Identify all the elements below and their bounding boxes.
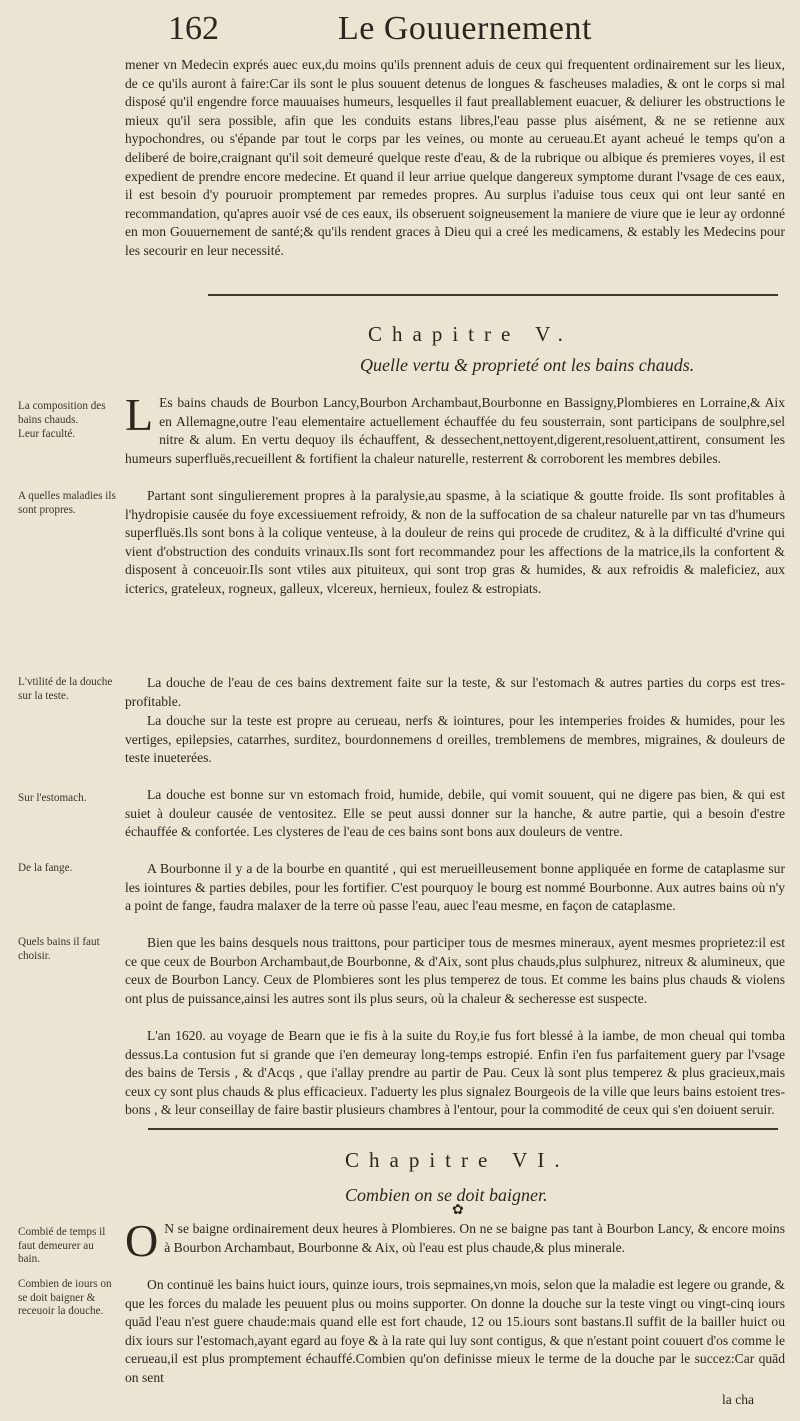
ch5-paragraph-1-text: Es bains chauds de Bourbon Lancy,Bourbon Archambaut,Bourbonne en Bassigny,Plombieres en Lorraine,& Aix en Allemagne,outre l'eau elementaire actuellement échauffée du feu sousterrain, sont participans de soulphre,sel nitre & alum. En vertu dequoy ils échauffent, & dessechent,nettoyent,digerent,resoluent,attirent, consument les humeurs superfluës,recueillent & fortifient la chaleur naturelle, resterrent & corroborent les membres debiles. (125, 395, 785, 466)
ch6-paragraph-1-text: N se baigne ordinairement deux heures à Plombieres. On ne se baigne pas tant à Bourbon Lancy, & encore moins à Bourbon Archambaut, Bourbonne & Aix, où l'eau est plus chaude,& plus minerale. (164, 1221, 785, 1255)
ch5-paragraph-4: La douche sur la teste est propre au cerueau, nerfs & iointures, pour les intemperies froides & humides, pour les vertiges, epilepsies, catarrhes, surditez, bourdonnemens d oreilles, tremblemens de membres, migraines, & douleurs de teste inueterées. (125, 713, 785, 766)
margin-note: Sur l'estomach. (18, 792, 87, 804)
running-title: Le Gouuernement (338, 10, 592, 47)
ornament-icon: ✿ (452, 1203, 464, 1218)
ch6-paragraph-2: On continuë les bains huict iours, quinze iours, trois sepmaines,vn mois, selon que la maladie est legere ou grande, & que les forces du malade les peuuent plus ou moins supporter. On donne la douche sur la teste vingt ou vingt-cinq iours quād l'eau n'est guere chaude:mais quand elle est fort chaude, 12 ou 15.iours sont bastans.Il suffit de la bailler huict ou dix iours sur l'estomach,ayant egard au foye & à la rate qui luy sont contigus, & que n'estant point couuert d'os comme le cerueau,il est plus promptement échauffé.Combien qu'on definisse mieux le terme de la douche par le succez:Car quād on sent (125, 1277, 786, 1385)
catchword: la cha (722, 1392, 755, 1407)
section-rule (208, 294, 778, 296)
ch5-paragraph-2: Partant sont singulierement propres à la paralysie,au spasme, à la sciatique & goutte froide. Ils sont profitables à l'hydropisie causée du foye excessiuement refroidy, & non de la suffocation de sa chaleur naturelle par vn tas d'humeurs superfluës.Ils sont bons à la colique venteuse, à la douleur de reins qui procede de cruditez, & à la difficulté d'vrine qui vient d'obstruction des conduits vrinaux.Ils sont fort recommandez pour les affections de la matrice,ils la confortent & disposent à conceuoir.Ils sont vtiles aux pituiteux, qui sont trop gras & humides, & aux refroidis & maleficiez, aux icterics, grateleux, rogneux, galleux, vlcereux, hernieux, foulez & estropiats. (125, 488, 785, 596)
page-header (0, 6, 800, 52)
ch6-drop-cap: O (125, 1215, 159, 1266)
margin-note: L'vtilité de la douche sur la teste. (18, 676, 113, 702)
chapter-5-heading: Chapitre V. (368, 322, 573, 346)
ch5-paragraph-5: La douche est bonne sur vn estomach froid, humide, debile, qui vomit souuent, qui ne digere pas bien, & qui est suiet à douleur causée de ventositez. Elle se peut aussi donner sur la hanche, & autre partie, qui a besoin d'estre échauffée & confortée. Les clysteres de l'eau de ces bains sont bons aux douleurs de ventre. (125, 787, 785, 840)
ch5-paragraph-1 (125, 389, 785, 468)
ch6-paragraph-1 (125, 1215, 785, 1266)
page-number: 162 (168, 10, 219, 47)
intro-paragraph: mener vn Medecin exprés auec eux,du moins qu'ils prennent aduis de ceux qui frequentent ordinairement sur les lieux, de ce qu'ils auront à faire:Car ils sont le plus souuent detenus de longues & fascheuses maladies, & ont le corps si mal disposé qu'il engendre force mauuaises humeurs, lesquelles il faut preallablement euacuer, & deliurer les obstructions le mieux qu'il sera possible, afin que les conduits estans libres,l'eau passe plus aisément, & ne se retienne aux hypochondres, ou s'épande par tout le corps par les veines, ou monte au cerueau.Et ayant acheué le temps qu'on a deliberé de boire,craignant qu'il soit demeuré quelque reste d'eau, & de la rubrique ou albique és premieres voyes, il est expedient de prendre encore medecine. Et quand il leur arriue quelque dangereux symptome durant l'vsage de ces eaux, il est besoin d'y pouruoir promptement par remedes propres. Au surplus i'aduise tous ceux qui ont leur santé en recommandation, qu'apres auoir vsé de ces eaux, ils obseruent soigneusement la maniere de viure que ie leur ay ordonné en mon Gouuernement de santé;& qu'ils rendent graces à Dieu qui a creé les medicamens, & estably les Medecins pour les secourir en leur necessité. (125, 57, 785, 258)
margin-note: La composition des bains chauds. (18, 400, 106, 426)
section-rule (148, 1128, 778, 1130)
ch5-paragraph-8: L'an 1620. au voyage de Bearn que ie fis à la suite du Roy,ie fus fort blessé à la iambe, de mon cheual qui tomba dessus.La contusion fut si grande que i'en demeuray long-temps estropié. Enfin i'en fus parfaitement guery par l'vsage des bains de Tersis , & d'Acqs , que i'allay prendre au partir de Pau. Ceux là sont plus temperez & plus gracieux,mais ceux cy sont plus chauds & plus efficacieux. I'aduerty les plus signalez Bourgeois de la ville que leurs bains estoient tres-bons , & leur conseillay de faire bastir plusieurs chambres à l'entour, pour la commodité de ceux qui s'en doiuent seruir. (125, 1028, 785, 1118)
margin-note: Leur faculté. (18, 428, 76, 440)
ch5-drop-cap: L (125, 389, 154, 440)
ch5-paragraph-7: Bien que les bains desquels nous traittons, pour participer tous de mesmes mineraux, ayent mesmes proprietez:il est ce que ceux de Bourbon Archambaut,de Bourbonne, & d'Aix, sont plus chauds,plus sulphurez, nitreux & alumineux, que ceux de Bourbon Lancy. Ceux de Plombieres sont les plus temperez de tous. Et comme les bains plus chauds & violens ont plus de puissance,ainsi les autres sont ils plus seurs, où la chaleur & secheresse est suspecte. (125, 935, 785, 1006)
margin-note: Combien de iours on se doit baigner & receuoir la douche. (18, 1278, 112, 1317)
ch5-paragraph-3: La douche de l'eau de ces bains dextrement faite sur la teste, & sur l'estomach & autres parties du corps est tres-profitable. (125, 675, 785, 709)
margin-note: Quels bains il faut choisir. (18, 936, 100, 962)
chapter-6-heading: Chapitre VI. (345, 1148, 570, 1172)
margin-note: Combié de temps il faut demeurer au bain. (18, 1226, 106, 1265)
margin-note: A quelles maladies ils sont propres. (18, 490, 116, 516)
chapter-5-subtitle: Quelle vertu & proprieté ont les bains chauds. (360, 355, 695, 375)
chapter-6-subtitle: Combien on se doit baigner. (345, 1185, 548, 1205)
margin-note: De la fange. (18, 862, 73, 874)
ch5-paragraph-6: A Bourbonne il y a de la bourbe en quantité , qui est merueilleusement bonne appliquée en forme de cataplasme sur les iointures & parties debiles, pour les fortifier. C'est pourquoy le bourg est nommé Bourbonne. Aux autres bains où n'y a point de fange, faudra malaxer de la terre où passe l'eau, auec l'eau mesme, en façon de cataplasme. (125, 861, 785, 914)
